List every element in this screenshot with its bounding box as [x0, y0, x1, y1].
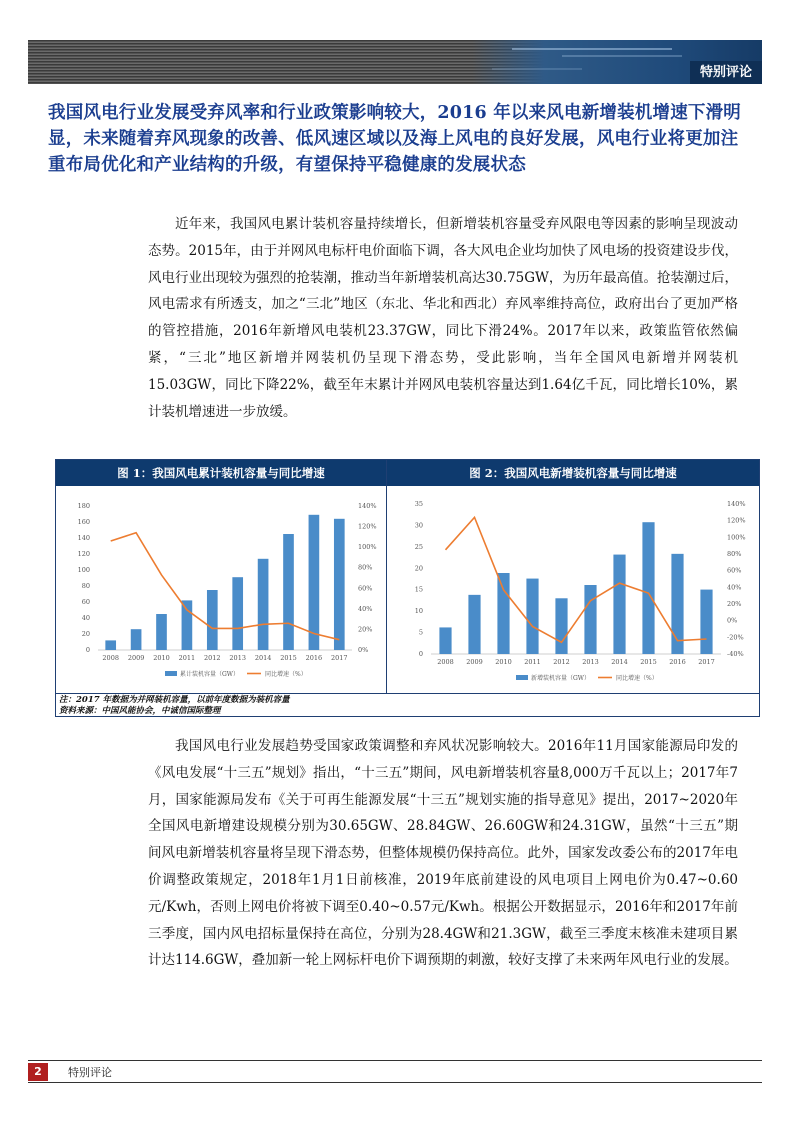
y-tick-label: 10 [414, 607, 423, 616]
chart-1-svg [56, 486, 386, 693]
y2-tick-label: 20% [358, 625, 373, 634]
x-tick-label: 2015 [640, 658, 657, 666]
bar [258, 559, 269, 650]
y-tick-label: 20 [81, 630, 90, 638]
footer-label: 特别评论 [68, 1066, 112, 1079]
header-banner-image [472, 40, 762, 84]
section-label: 特别评论 [690, 61, 762, 84]
y2-tick-label: 120% [727, 516, 746, 525]
y2-tick-label: 100% [358, 543, 377, 552]
y2-tick-label: 100% [727, 533, 746, 542]
series-line [111, 533, 340, 640]
bar [671, 554, 683, 654]
y-tick-label: 180 [77, 502, 90, 510]
y-tick-label: 15 [414, 585, 423, 594]
x-tick-label: 2016 [305, 654, 323, 662]
y-tick-label: 40 [81, 614, 90, 622]
header-bar [28, 40, 762, 84]
bar [334, 519, 345, 650]
bar [283, 534, 294, 650]
bar [439, 627, 451, 654]
bar [131, 629, 142, 650]
legend-label-bar: 累计装机容量（GW） [180, 671, 239, 678]
y2-tick-label: 40% [358, 604, 373, 613]
y2-tick-label: 120% [358, 522, 377, 531]
y-tick-label: 25 [414, 542, 423, 551]
y-tick-label: 100 [77, 566, 90, 574]
bar [232, 577, 243, 650]
y2-tick-label: 60% [358, 584, 373, 593]
article-headline: 我国风电行业发展受弃风率和行业政策影响较大，2016 年以来风电新增装机增速下滑明显，未来随着弃风现象的改善、低风速区域以及海上风电的良好发展，风电行业将更加注重布局优化和产业结构的升级，有望保持平稳健康的发展状态 [48, 103, 741, 175]
page-number: 2 [28, 1063, 48, 1081]
figure-2 [387, 460, 759, 693]
figure-1-title: 图 1：我国风电累计装机容量与同比增速 [56, 460, 386, 486]
y-tick-label: 160 [77, 518, 90, 526]
y-tick-label: 60 [81, 598, 90, 606]
y2-tick-label: 80% [358, 563, 373, 572]
bar [105, 640, 116, 650]
y2-tick-label: -40% [727, 650, 744, 658]
x-tick-label: 2011 [178, 654, 196, 662]
figure-source-line: 资料来源：中国风能协会，中诚信国际整理 [59, 706, 221, 716]
x-tick-label: 2016 [669, 658, 686, 666]
bar [207, 590, 218, 650]
x-tick-label: 2014 [611, 658, 628, 666]
x-tick-label: 2013 [582, 658, 599, 666]
x-tick-label: 2011 [524, 658, 541, 666]
bar [182, 600, 193, 650]
legend-swatch-bar [516, 675, 528, 680]
y-tick-label: 120 [77, 550, 90, 558]
x-tick-label: 2008 [102, 654, 119, 662]
bar [642, 522, 654, 654]
y2-tick-label: 140% [358, 502, 377, 510]
y-tick-label: 5 [418, 628, 423, 637]
figure-note-line-1: 注：2017 年数据为并网装机容量，以前年度数据为装机容量 [59, 695, 290, 705]
y-tick-label: 20 [414, 564, 423, 573]
chart-2-svg [387, 486, 759, 693]
footer-divider [28, 1060, 762, 1061]
y-tick-label: 0 [85, 646, 90, 654]
bar [613, 555, 625, 654]
series-line [446, 517, 707, 642]
x-tick-label: 2009 [466, 658, 483, 666]
x-tick-label: 2009 [127, 654, 145, 662]
x-tick-label: 2017 [698, 658, 715, 666]
bar [700, 590, 712, 654]
bar [497, 573, 509, 654]
x-tick-label: 2012 [553, 658, 570, 666]
bar [468, 595, 480, 654]
bar [156, 614, 167, 650]
figure-2-title: 图 2：我国风电新增装机容量与同比增速 [387, 460, 759, 486]
legend-label-bar: 新增装机容量（GW） [531, 675, 590, 682]
legend-label-line: 同比增速（%） [265, 671, 307, 678]
y-tick-label: 35 [414, 500, 423, 508]
figure-1 [56, 460, 387, 693]
bar [309, 515, 320, 650]
x-tick-label: 2008 [437, 658, 454, 666]
x-tick-label: 2017 [331, 654, 348, 662]
y2-tick-label: 0% [727, 616, 738, 625]
legend-swatch-bar [165, 671, 177, 676]
body-paragraph-2: 我国风电行业发展趋势受国家政策调整和弃风状况影响较大。2016年11月国家能源局印发的《风电发展“十三五”规划》指出，“十三五”期间，风电新增装机容量8,000万千瓦以上；2017年7月，国家能源局发布《关于可再生能源发展“十三五”规划实施的指导意见》提出，2017~2020年全国风电新增建设规模分别为30.65GW、28.84GW、26.60GW和24.31GW，虽然“十三五”期间风电新增装机容量将呈现下滑态势，但整体规模仍保持高位。此外，国家发改委公布的2017年电价调整政策规定，2018年1月1日前核准，2019年底前建设的风电项目上网电价为0.47~0.60元/Kwh，否则上网电价将被下调至0.40~0.57元/Kwh。根据公开数据显示，2016年和2017年前三季度，国内风电招标量保持在高位，分别为28.4GW和21.3GW，截至三季度末核准未建项目累计达114.6GW，叠加新一轮上网标杆电价下调预期的刺激，较好支撑了未来两年风电行业的发展。 [148, 738, 738, 969]
y2-tick-label: 40% [727, 583, 742, 592]
y2-tick-label: -20% [727, 633, 744, 642]
figure-note [56, 693, 759, 717]
figure-panel [55, 459, 760, 717]
x-tick-label: 2012 [204, 654, 221, 662]
bar [555, 598, 567, 654]
footer-divider-bottom [28, 1082, 762, 1083]
x-tick-label: 2014 [254, 654, 272, 662]
x-tick-label: 2015 [280, 654, 297, 662]
bar [584, 585, 596, 654]
y-tick-label: 140 [77, 534, 90, 542]
body-paragraph-1: 近年来，我国风电累计装机容量持续增长，但新增装机容量受弃风限电等因素的影响呈现波动态势。2015年，由于并网风电标杆电价面临下调，各大风电企业均加快了风电场的投资建设步伐，风电行业出现较为强烈的抢装潮，推动当年新增装机高达30.75GW，为历年最高值。抢装潮过后，风电需求有所透支，加之“三北”地区（东北、华北和西北）弃风率维持高位，政府出台了更加严格的管控措施，2016年新增风电装机23.37GW，同比下滑24%。2017年以来，政策监管依然偏紧，“三北”地区新增并网装机仍呈现下滑态势，受此影响，当年全国风电新增并网装机15.03GW，同比下降22%，截至年末累计并网风电装机容量达到1.64亿千瓦，同比增长10%，累计装机增速进一步放缓。 [148, 216, 738, 420]
x-tick-label: 2010 [153, 654, 170, 662]
y-tick-label: 0 [418, 650, 423, 658]
legend-label-line: 同比增速（%） [616, 675, 658, 682]
y2-tick-label: 0% [358, 646, 369, 654]
y2-tick-label: 80% [727, 550, 742, 558]
y2-tick-label: 60% [727, 566, 742, 575]
y2-tick-label: 140% [727, 500, 746, 508]
y2-tick-label: 20% [727, 600, 742, 608]
x-tick-label: 2013 [229, 654, 246, 662]
x-tick-label: 2010 [495, 658, 512, 666]
y-tick-label: 80 [81, 582, 90, 590]
bar [526, 579, 538, 654]
y-tick-label: 30 [414, 521, 423, 530]
